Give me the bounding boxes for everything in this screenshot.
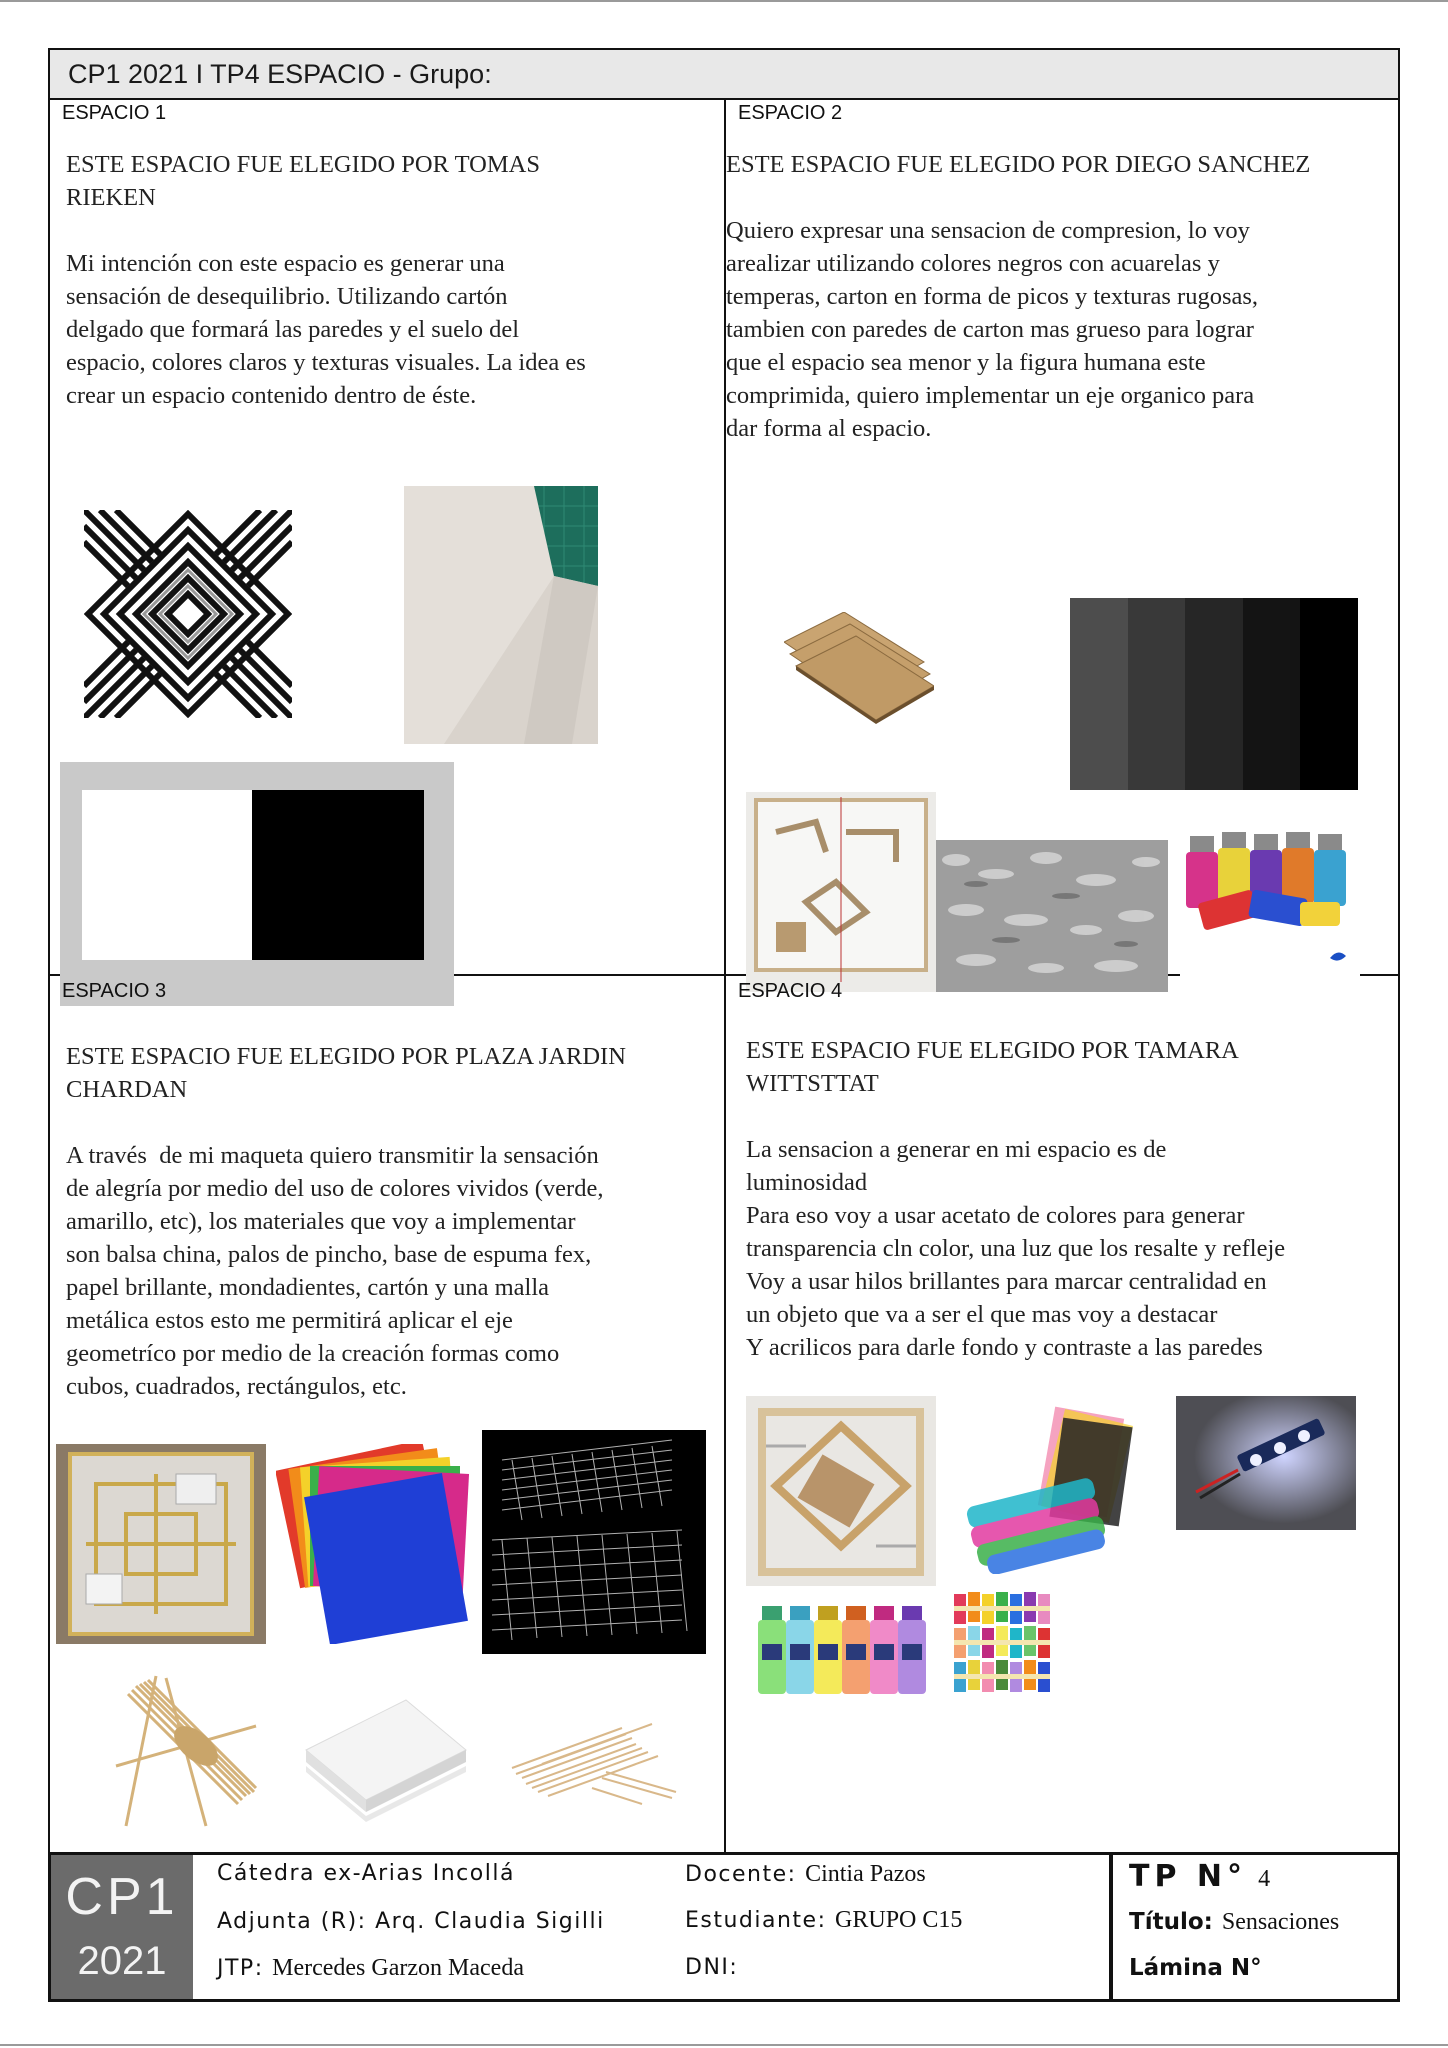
espacio-3-cell (50, 976, 724, 1902)
lamina-line (1129, 1955, 1262, 1981)
spaces-grid (48, 98, 1400, 1902)
tp-label: TP N° (1129, 1859, 1248, 1894)
jtp-line (217, 1955, 524, 1982)
page-title: CP1 2021 I TP4 ESPACIO - Grupo: (48, 48, 1400, 100)
logo-year-text: 2021 (77, 1939, 167, 1983)
toothpicks-image (502, 1708, 682, 1808)
espacio-4-description: ESTE ESPACIO FUE ELEGIDO POR TAMARA WITTSTTAT La sensacion a generar en mi espacio es de luminosidad Para eso voy a usar acetato de colores para generar transparencia cln color, una luz que los resalte y refleje Voy a usar hilos brillantes para marcar centralidad en un objeto que va a ser el que mas voy a destacar Y acrilicos para darle fondo y contraste a las paredes (746, 1037, 1286, 1361)
tp-number-line (1129, 1859, 1270, 1894)
foam-board-image (296, 1690, 472, 1824)
espacio-1-description: ESTE ESPACIO FUE ELEGIDO POR TOMAS RIEKEN Mi intención con este espacio es generar una sensación de desequilibrio. Utilizando cartón delgado que formará las paredes y el suelo del espacio, colores claros y texturas visuales. La idea es crear un espacio contenido dentro de éste. (66, 151, 586, 409)
maquette-plan-image-2 (746, 792, 936, 992)
cp1-logo (51, 1855, 193, 1999)
docente-line (685, 1861, 926, 1888)
espacio-3-label: ESPACIO 3 (62, 980, 167, 1002)
estudiante-line (685, 1907, 962, 1934)
docente-label: Docente: (685, 1862, 797, 1887)
colored-paper-image (276, 1444, 472, 1644)
dni-label: DNI: (685, 1955, 739, 1980)
dni-line (685, 1955, 738, 1980)
rough-texture-image (936, 840, 1168, 992)
tp-value: 4 (1258, 1866, 1271, 1892)
espacio-2-cell (726, 98, 1398, 974)
maquette-model-image-4 (746, 1396, 936, 1586)
footer-info-block (48, 1852, 1400, 2002)
top-border-line (0, 0, 1448, 2)
adjunta-text: Adjunta (R): Arq. Claudia Sigilli (217, 1909, 605, 1934)
footer-divider (1109, 1855, 1113, 1999)
contrast-white-black-image (60, 762, 454, 1006)
espacio-4-cell (726, 976, 1398, 1902)
espacio-2-description: ESTE ESPACIO FUE ELEGIDO POR DIEGO SANCHEZ Quiero expresar una sensacion de compresion, lo voy arealizar utilizando colores negros con acuarelas y temperas, carton en forma de picos y texturas rugosas, tambien con paredes de carton mas grueso para lograr que el espacio sea menor y la figura humana este comprimida, quiero implementar un eje organico para dar forma al espacio. (726, 151, 1311, 442)
worksheet (48, 48, 1400, 2002)
espacio-1-cell (50, 98, 724, 974)
espacio-4-label: ESPACIO 4 (738, 980, 843, 1002)
led-light-image (1176, 1396, 1356, 1530)
jtp-label: JTP: (217, 1956, 264, 1981)
jtp-value: Mercedes Garzon Maceda (272, 1955, 524, 1981)
espacio-3-description: ESTE ESPACIO FUE ELEGIDO POR PLAZA JARDIN CHARDAN A través de mi maqueta quiero transmitir la sensación de alegría por medio del uso de colores vividos (verde, amarillo, etc), los materiales que voy a implementar son balsa china, palos de pincho, base de espuma fex, papel brillante, mondadientes, cartón y una malla metálica estos esto me permitirá aplicar el eje geometríco por medio de la creación formas como cubos, cuadrados, rectángulos, etc. (66, 1043, 626, 1400)
catedra-text: Cátedra ex-Arias Incollá (217, 1861, 515, 1886)
titulo-label: Título: (1129, 1909, 1213, 1935)
estudiante-label: Estudiante: (685, 1908, 827, 1933)
maquette-plan-image-3 (56, 1444, 266, 1644)
thin-cardboard-image (404, 486, 598, 744)
colored-acetate-image (956, 1402, 1142, 1574)
lamina-label: Lámina N° (1129, 1955, 1262, 1981)
metal-mesh-image (482, 1430, 706, 1654)
grayscale-scale-image (1070, 598, 1358, 790)
catedra-line (217, 1861, 515, 1886)
cardboard-sheets-image (784, 612, 934, 724)
paint-bottles-image (1180, 826, 1360, 976)
titulo-value: Sensaciones (1221, 1909, 1340, 1935)
op-art-pattern-image (84, 510, 292, 718)
bamboo-skewers-image (96, 1666, 266, 1836)
estudiante-value: GRUPO C15 (835, 1907, 963, 1933)
adjunta-line (217, 1909, 605, 1934)
titulo-line (1129, 1909, 1339, 1936)
espacio-2-label: ESPACIO 2 (738, 102, 843, 124)
threads-image (950, 1588, 1058, 1694)
docente-value: Cintia Pazos (805, 1861, 926, 1887)
espacio-1-label: ESPACIO 1 (62, 102, 167, 124)
bottom-border-line (0, 2044, 1448, 2046)
acrylic-paints-image (756, 1606, 932, 1700)
logo-cp1-text: CP1 (65, 1868, 179, 1926)
